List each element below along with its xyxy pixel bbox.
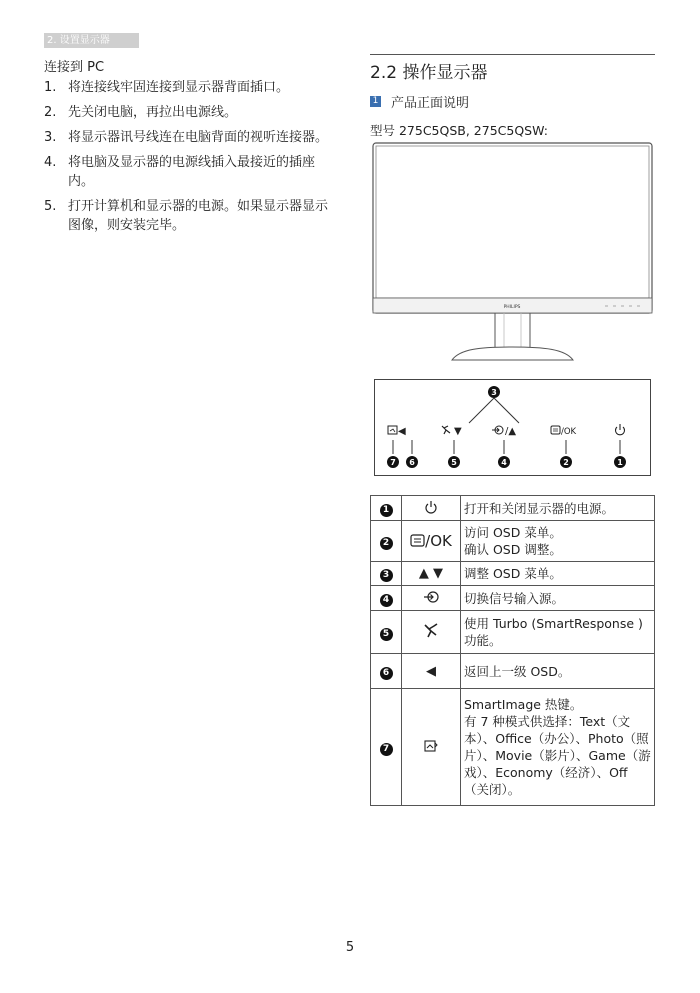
page-number: 5 (345, 940, 355, 955)
menu-icon (551, 426, 560, 434)
callout-4: 4 (501, 458, 507, 467)
table-row (371, 496, 655, 521)
brand-logo: PHILIPS (503, 305, 521, 310)
table-row (371, 521, 655, 562)
section-rule (370, 54, 655, 55)
callout-3: 3 (491, 388, 497, 397)
callout-2: 2 (563, 458, 569, 467)
table-row (371, 586, 655, 611)
smartimage-icon (388, 426, 397, 434)
list-item (44, 153, 334, 191)
table-row (371, 562, 655, 586)
row-description: 打开和关闭显示器的电源。 (461, 496, 655, 521)
power-icon (616, 424, 625, 435)
turbo-icon (442, 426, 450, 434)
callout-1: 1 (617, 458, 623, 467)
callout-5: 5 (451, 458, 457, 467)
callout-6: 6 (409, 458, 415, 467)
row-number: 1 (380, 504, 393, 517)
table-row (371, 611, 655, 654)
input-source-icon (422, 590, 440, 604)
list-item (44, 197, 334, 235)
list-item (44, 128, 334, 147)
section-title: 2.2 操作显示器 (370, 63, 488, 83)
table-row (371, 654, 655, 689)
row-description: 调整 OSD 菜单。 (461, 562, 655, 586)
input-source-icon (492, 426, 503, 434)
up-arrow-label: /▲ (505, 426, 517, 437)
row-number: 7 (380, 743, 393, 756)
step-number: 2. (44, 105, 57, 120)
step-number: 5. (44, 199, 57, 214)
model-label: 型号 275C5QSB, 275C5QSW: (370, 123, 548, 138)
step-text: 将电脑及显示器的电源线插入最接近的插座内。 (68, 155, 316, 189)
row-number: 6 (380, 667, 393, 680)
left-arrow-icon: ◀ (402, 654, 461, 689)
step-number: 1. (44, 80, 57, 95)
table-row (371, 689, 655, 806)
list-item (44, 78, 334, 97)
row-number: 2 (380, 537, 393, 550)
ok-label: /OK (561, 427, 577, 437)
left-arrow-label: ◀ (398, 426, 406, 437)
step-text: 打开计算机和显示器的电源。如果显示器显示图像，则安装完毕。 (68, 199, 329, 233)
connect-pc-heading: 连接到 PC (44, 60, 105, 75)
down-arrow-label: ▼ (454, 426, 462, 437)
callout-7: 7 (390, 458, 396, 467)
row-number: 4 (380, 594, 393, 607)
row-description: 访问 OSD 菜单。 确认 OSD 调整。 (461, 521, 655, 562)
row-description: 返回上一级 OSD。 (461, 654, 655, 689)
connect-steps-list (44, 78, 334, 241)
turbo-icon (422, 622, 440, 640)
row-number: 3 (380, 569, 393, 582)
chapter-tag: 2. 设置显示器 (44, 33, 139, 48)
step-text: 将连接线牢固连接到显示器背面插口。 (68, 80, 290, 95)
subsection-heading (370, 92, 469, 111)
menu-icon (410, 534, 425, 548)
row-description: 使用 Turbo (SmartResponse ) 功能。 (461, 611, 655, 654)
subsection-title: 产品正面说明 (391, 96, 470, 111)
monitor-illustration (370, 142, 655, 366)
ok-label: /OK (425, 532, 452, 550)
list-item (44, 103, 334, 122)
power-icon (424, 500, 438, 514)
button-diagram-drawing (374, 379, 651, 476)
step-text: 将显示器讯号线连在电脑背面的视听连接器。 (68, 130, 329, 145)
key-function-table (370, 495, 655, 806)
row-description: 切换信号输入源。 (461, 586, 655, 611)
step-number: 4. (44, 155, 57, 170)
row-number: 5 (380, 628, 393, 641)
row-description: SmartImage 热键。 有 7 种模式供选择：Text（文本）、Office（办公）、Photo（照片）、Movie（影片）、Game（游戏）、Economy（经济）、Off（关闭）。 (461, 689, 655, 806)
smartimage-icon (423, 739, 439, 753)
step-number: 3. (44, 130, 57, 145)
up-down-icon: ▲ ▼ (402, 562, 461, 586)
subsection-number: 1 (370, 96, 381, 107)
step-text: 先关闭电脑，再拉出电源线。 (68, 105, 238, 120)
